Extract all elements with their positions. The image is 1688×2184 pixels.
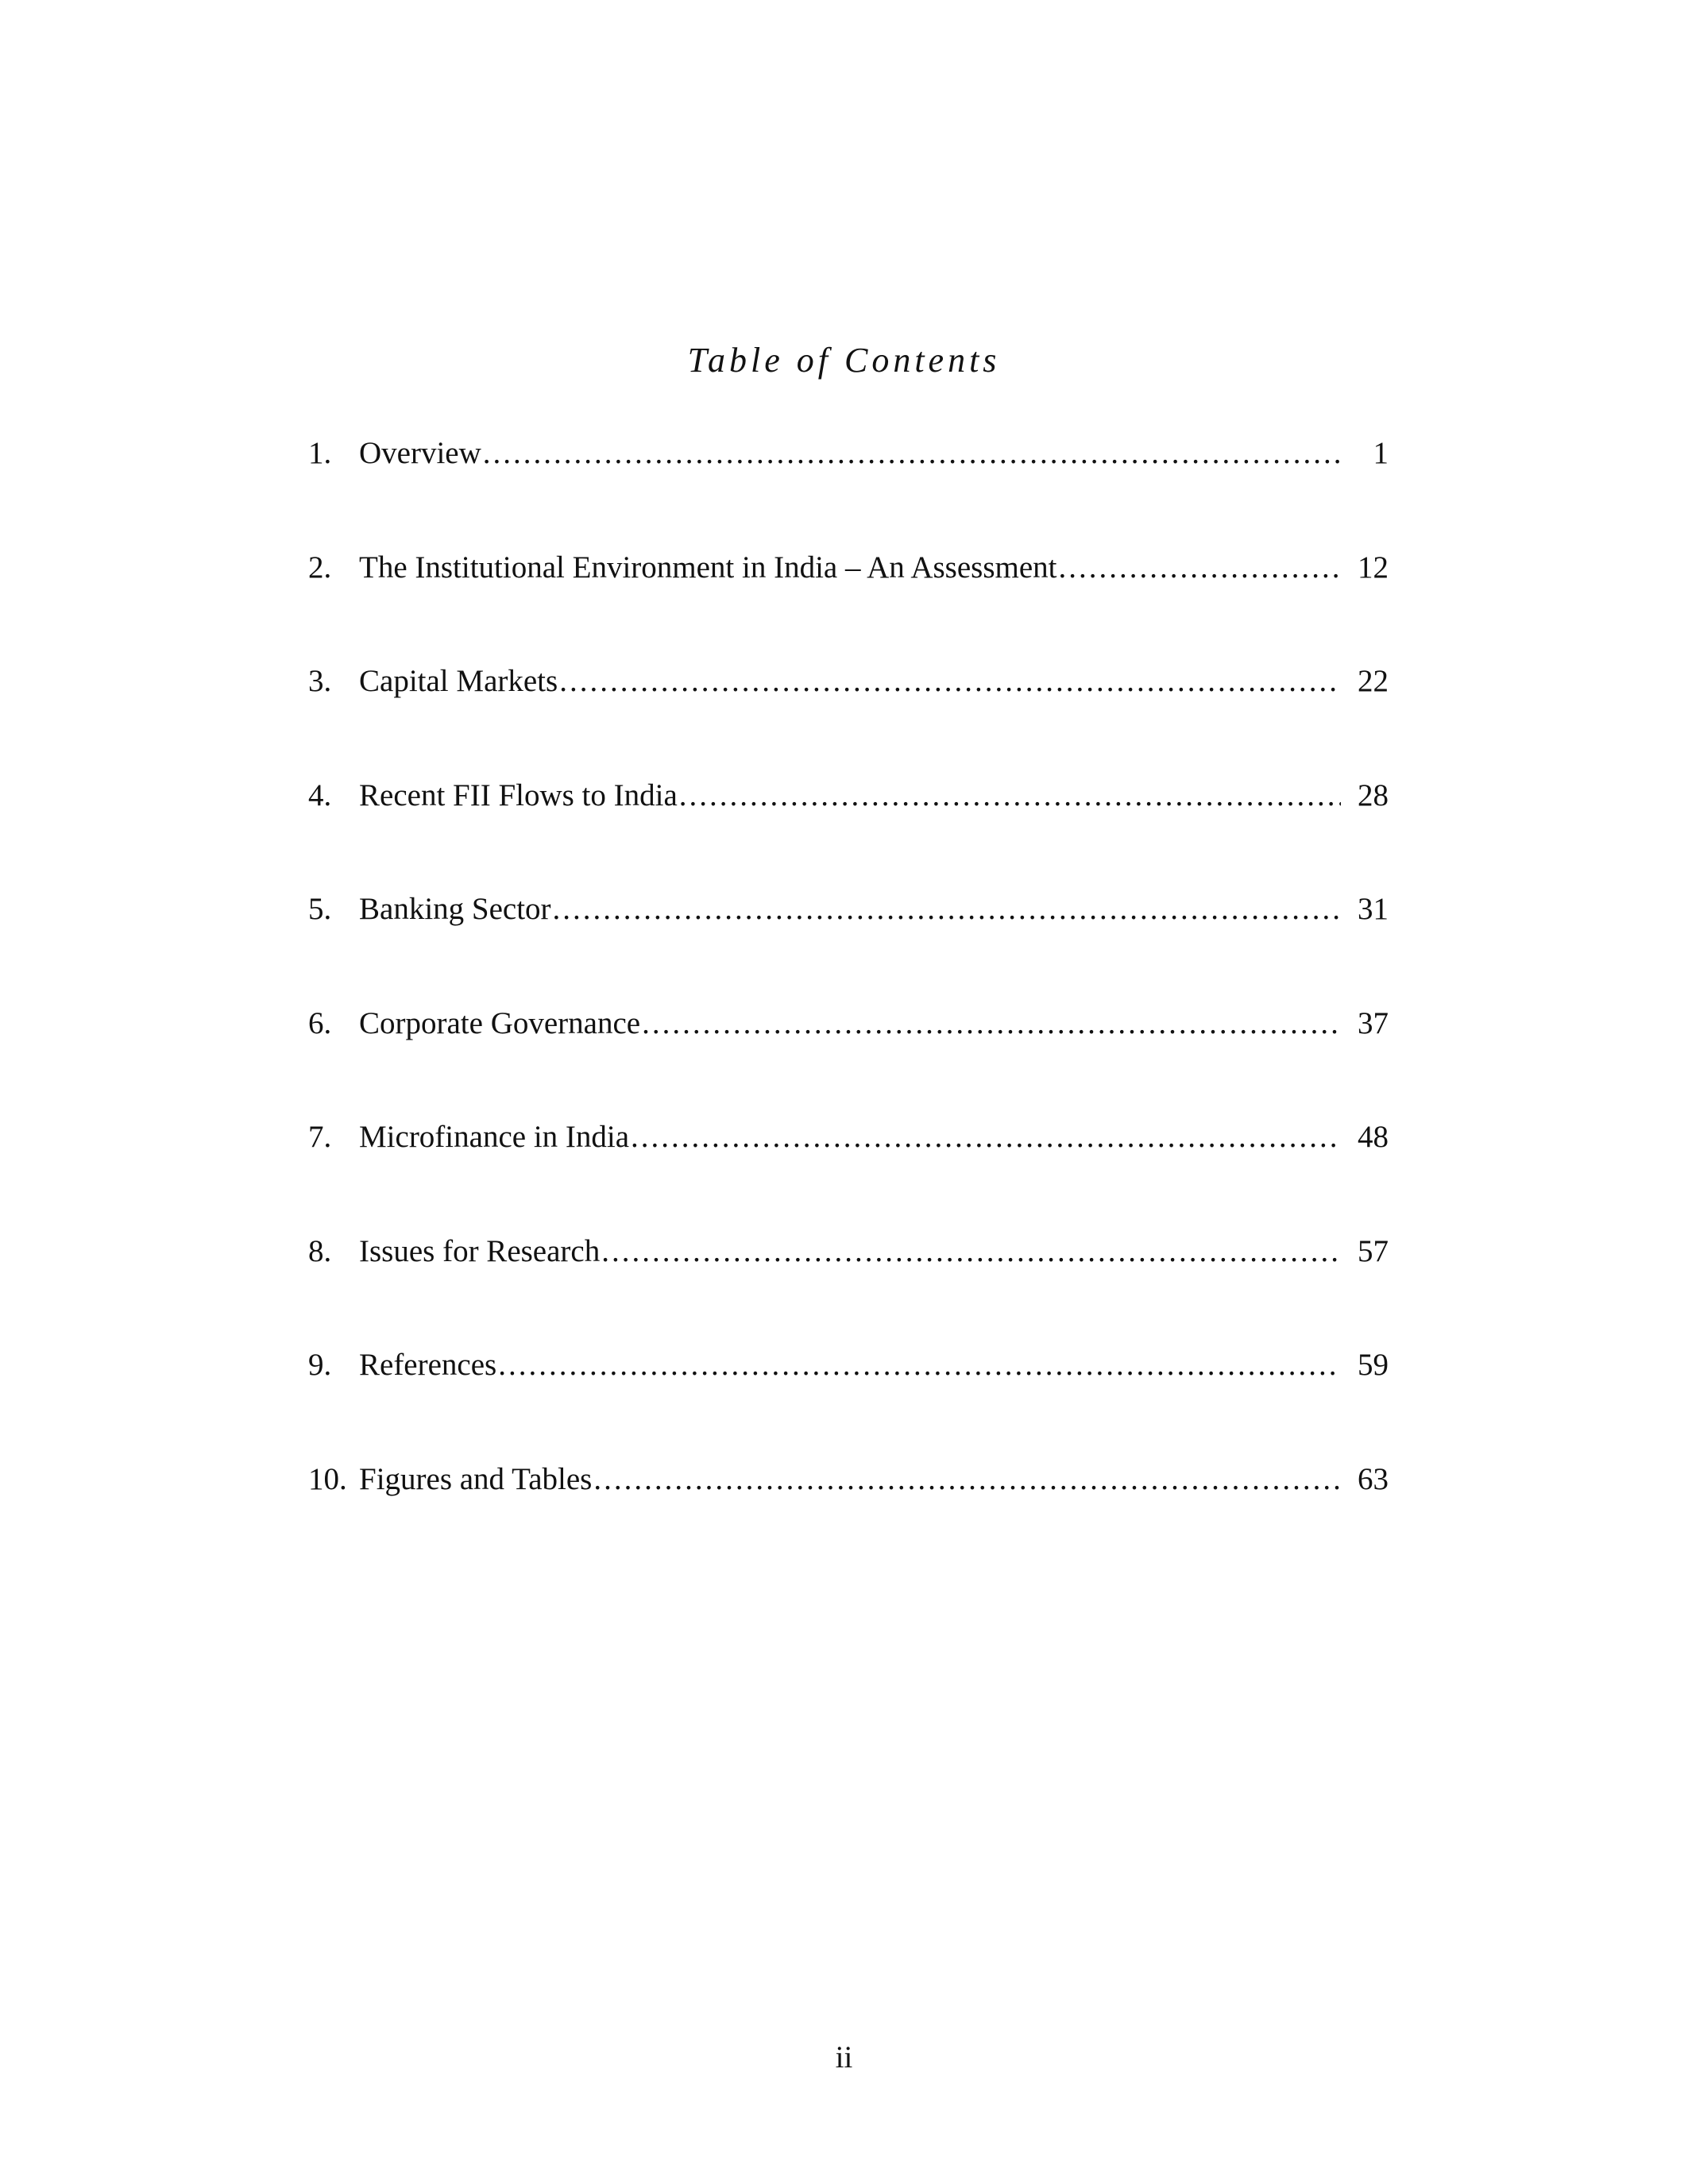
entry-label: Banking Sector [359,892,551,926]
entry-page: 28 [1358,778,1389,812]
table-of-contents [308,435,1389,1575]
toc-entry[interactable] [308,1233,1389,1348]
entry-number: 6. [308,1005,332,1040]
entry-page: 1 [1373,436,1389,470]
entry-number: 9. [308,1348,332,1382]
dot-leader [642,1005,1341,1041]
entry-number: 10. [308,1461,347,1496]
entry-label: References [359,1348,497,1382]
entry-label: Corporate Governance [359,1005,641,1040]
entry-label: Issues for Research [359,1233,601,1268]
dot-leader [679,778,1341,813]
entry-label: Figures and Tables [359,1461,593,1496]
dot-leader [601,1233,1341,1269]
entry-label: The Institutional Environment in India – An Assessment [359,550,1057,585]
entry-page: 63 [1358,1461,1389,1496]
entry-label: Overview [359,436,481,470]
entry-page: 59 [1358,1348,1389,1382]
entry-page: 31 [1358,892,1389,926]
entry-label: Microfinance in India [359,1120,630,1154]
toc-entry[interactable] [308,891,1389,1005]
entry-page: 48 [1358,1120,1389,1154]
entry-page: 22 [1358,664,1389,698]
entry-page: 57 [1358,1233,1389,1268]
entry-number: 2. [308,550,332,585]
toc-entry[interactable] [308,778,1389,892]
dot-leader [559,663,1341,699]
entry-number: 7. [308,1120,332,1154]
entry-number: 5. [308,892,332,926]
toc-entry[interactable] [308,435,1389,550]
page-number: ii [835,2040,853,2074]
entry-number: 4. [308,778,332,812]
toc-entry[interactable] [308,663,1389,778]
toc-entry[interactable] [308,1461,1389,1576]
entry-page: 37 [1358,1005,1389,1040]
dot-leader [553,891,1341,927]
entry-label: Recent FII Flows to India [359,778,678,812]
page-title: Table of Contents [687,341,1001,380]
toc-entry[interactable] [308,1347,1389,1461]
dot-leader [1059,550,1342,585]
dot-leader [498,1347,1341,1383]
dot-leader [631,1119,1341,1155]
entry-number: 1. [308,436,332,470]
toc-entry[interactable] [308,1119,1389,1233]
entry-number: 3. [308,664,332,698]
entry-label: Capital Markets [359,664,558,698]
entry-page: 12 [1358,550,1389,585]
dot-leader [483,435,1341,471]
dot-leader [593,1461,1341,1497]
toc-entry[interactable] [308,1005,1389,1120]
toc-entry[interactable] [308,550,1389,664]
entry-number: 8. [308,1233,332,1268]
